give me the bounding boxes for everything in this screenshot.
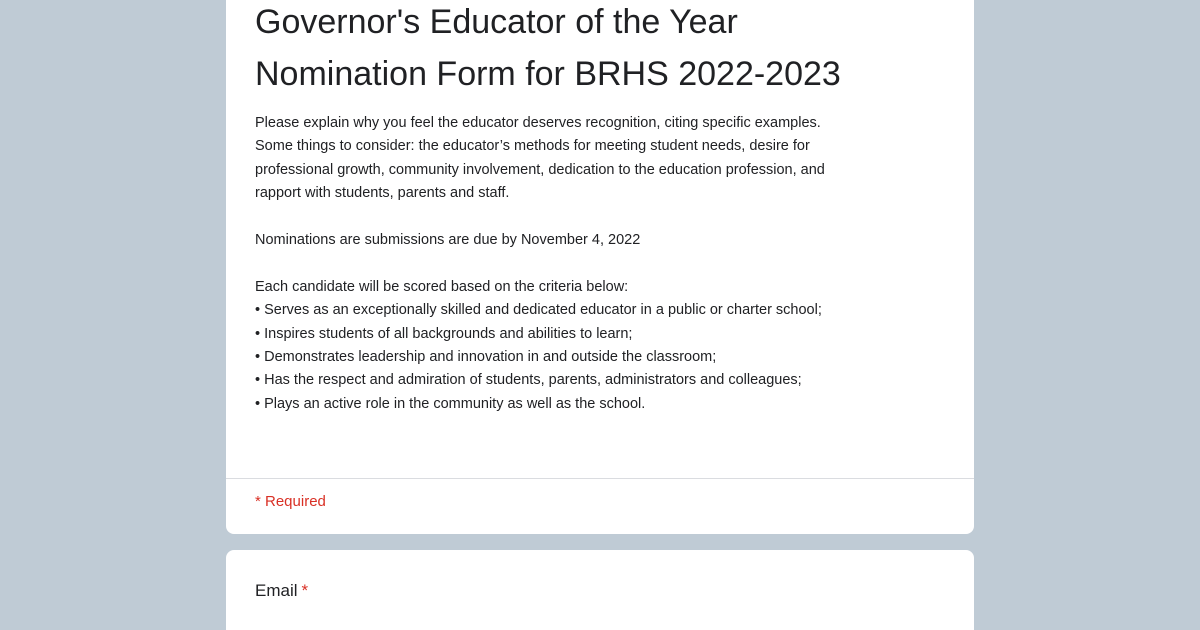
description-line: professional growth, community involvement, dedication to the education profession, and xyxy=(255,161,825,178)
required-note: * Required xyxy=(255,493,326,510)
paragraph-gap xyxy=(255,252,945,275)
criteria-item: • Plays an active role in the community as well as the school. xyxy=(255,395,646,412)
question-label: Email xyxy=(255,581,298,600)
header-divider xyxy=(226,478,974,479)
form-description xyxy=(255,112,945,416)
required-asterisk: * xyxy=(301,581,309,600)
criteria-item: • Demonstrates leadership and innovation in and outside the classroom; xyxy=(255,349,717,366)
criteria-item: • Inspires students of all backgrounds and abilities to learn; xyxy=(255,325,633,342)
due-date-text: Nominations are submissions are due by November 4, 2022 xyxy=(255,232,641,249)
criteria-item: • Serves as an exceptionally skilled and dedicated educator in a public or charter school; xyxy=(255,302,822,319)
question-title-email xyxy=(255,581,308,601)
description-line: Please explain why you feel the educator deserves recognition, citing specific examples. xyxy=(255,115,821,131)
paragraph-gap xyxy=(255,206,945,229)
form-title-line-2: Nomination Form for BRHS 2022-2023 xyxy=(255,55,841,93)
form-header-card xyxy=(226,0,974,534)
form-title xyxy=(255,0,955,100)
question-card-email xyxy=(226,550,974,630)
description-line: rapport with students, parents and staff. xyxy=(255,185,510,202)
criteria-item: • Has the respect and admiration of students, parents, administrators and colleagues; xyxy=(255,372,802,389)
criteria-heading: Each candidate will be scored based on the criteria below: xyxy=(255,278,629,295)
description-line: Some things to consider: the educator’s methods for meeting student needs, desire for xyxy=(255,138,810,155)
form-title-line-1: Governor's Educator of the Year xyxy=(255,3,738,41)
